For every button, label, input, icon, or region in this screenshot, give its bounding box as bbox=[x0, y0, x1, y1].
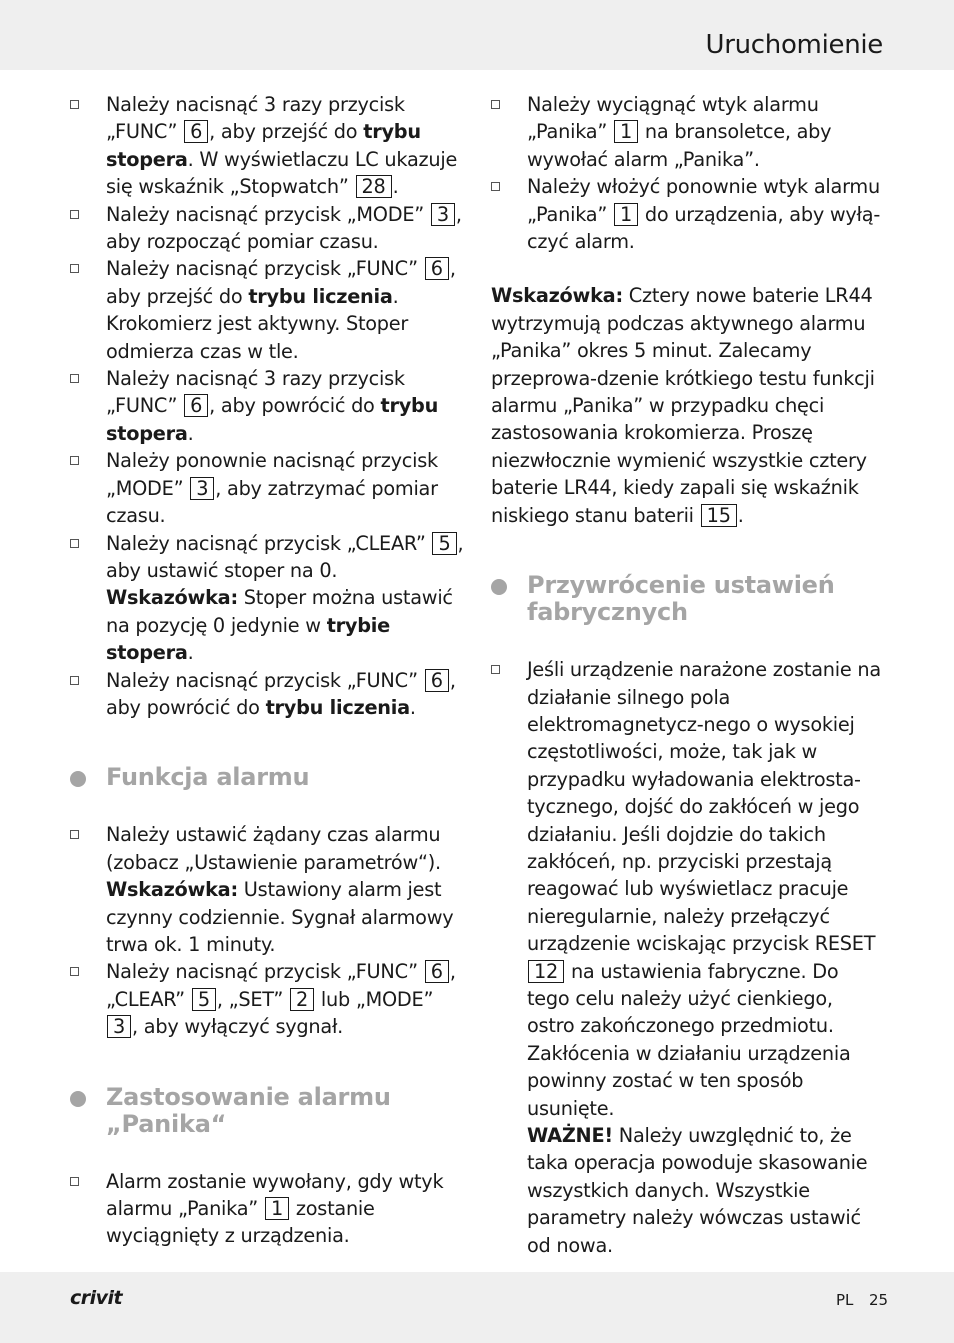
note-label: Wskazówka: bbox=[491, 284, 623, 308]
item-text: Należy nacisnąć przycisk „FUNC” bbox=[106, 257, 418, 281]
item-text: zostanie wyciągnięty z urządzenia. bbox=[106, 1197, 375, 1248]
item-text: Należy włożyć ponownie wtyk alarmu „Panika” bbox=[527, 175, 880, 226]
section-heading-panic bbox=[70, 1084, 465, 1138]
list-item bbox=[70, 530, 465, 667]
list-item bbox=[70, 447, 465, 529]
key-ref: 28 bbox=[356, 175, 392, 198]
warning-text: Należy uwzględnić to, że taka operacja powoduje skasowanie wszystkich danych. Wszystkie parametry należy wówczas ustawić od nowa. bbox=[527, 1124, 868, 1257]
item-text: . bbox=[187, 641, 194, 665]
item-text: Należy nacisnąć przycisk „MODE” bbox=[106, 202, 424, 226]
item-text: . bbox=[187, 421, 194, 445]
item-text: na bransoletce, aby wywołać alarm „Panika”. bbox=[527, 120, 832, 171]
item-text: Należy nacisnąć przycisk „FUNC” bbox=[106, 960, 418, 984]
bullet-icon bbox=[70, 456, 79, 465]
item-text: , aby powrócić do bbox=[209, 394, 375, 418]
bullet-dot-icon bbox=[70, 771, 86, 787]
heading-text: Zastosowanie alarmu bbox=[106, 1082, 391, 1111]
key-ref: 1 bbox=[614, 203, 638, 226]
brand-logo: crivit bbox=[70, 1287, 123, 1309]
bullet-dot-icon bbox=[70, 1091, 86, 1107]
bullet-icon bbox=[70, 967, 79, 976]
list-item bbox=[491, 656, 886, 1259]
item-text: , aby wyłączyć sygnał. bbox=[132, 1015, 344, 1039]
item-text: Należy ustawić żądany czas alarmu (zobacz „Ustawienie parametrów“). bbox=[106, 823, 441, 874]
list-item bbox=[70, 91, 465, 201]
item-text: do urządzenia, aby wyłą-czyć alarm. bbox=[527, 202, 881, 254]
key-ref: 1 bbox=[265, 1197, 289, 1220]
bullet-icon bbox=[491, 100, 500, 109]
item-text: , „SET” bbox=[216, 987, 284, 1011]
key-ref: 12 bbox=[528, 960, 564, 983]
bold-term: trybu stopera bbox=[106, 120, 421, 171]
key-ref: 15 bbox=[701, 504, 737, 527]
item-text: Należy nacisnąć 3 razy przycisk „FUNC” bbox=[106, 367, 405, 418]
item-text: . bbox=[392, 175, 399, 199]
item-text: , aby zatrzymać pomiar czasu. bbox=[106, 476, 438, 528]
bullet-icon bbox=[70, 830, 79, 839]
bullet-icon bbox=[70, 264, 79, 273]
heading-text: Przywrócenie ustawień bbox=[527, 571, 835, 600]
bold-term: trybie stopera bbox=[106, 613, 390, 665]
key-ref: 6 bbox=[184, 394, 208, 417]
item-text: . bbox=[737, 503, 744, 527]
key-ref: 6 bbox=[184, 120, 208, 143]
item-text: , aby rozpocząć pomiar czasu. bbox=[106, 202, 462, 254]
list-item bbox=[70, 1168, 465, 1250]
key-ref: 6 bbox=[425, 960, 449, 983]
list-item bbox=[70, 255, 465, 365]
heading-text: fabrycznych bbox=[527, 598, 688, 627]
item-text: Alarm zostanie wywołany, gdy wtyk alarmu „Panika” bbox=[106, 1169, 444, 1220]
bold-term: trybu stopera bbox=[106, 394, 439, 445]
item-text: , „CLEAR” bbox=[106, 960, 456, 1011]
section-heading-factory-reset bbox=[491, 572, 886, 626]
item-text: Należy nacisnąć przycisk „FUNC” bbox=[106, 668, 418, 692]
item-text: , aby przejść do bbox=[209, 120, 358, 144]
item-text: . Krokomierz jest aktywny. Stoper odmierza czas w tle. bbox=[106, 284, 409, 363]
item-text: Należy nacisnąć przycisk „CLEAR” bbox=[106, 531, 426, 555]
heading-text: „Panika“ bbox=[106, 1109, 227, 1138]
note-text: Cztery nowe baterie LR44 wytrzymują podczas aktywnego alarmu „Panika” okres 5 minut. Zalecamy przeprowa-dzenie krótkiego testu funkcji alarmu „Panika” w przypadku chęci zastosowania krokomierza. Proszę niezwłocznie wymienić wszystkie cztery baterie LR44, kiedy zapali się wskaźnik niskiego stanu baterii bbox=[491, 284, 875, 527]
bullet-icon bbox=[70, 374, 79, 383]
list-item bbox=[70, 958, 465, 1040]
left-column bbox=[70, 91, 465, 1250]
key-ref: 6 bbox=[425, 257, 449, 280]
battery-note bbox=[491, 282, 886, 529]
language-code: PL bbox=[836, 1291, 854, 1309]
item-text: Jeśli urządzenie narażone zostanie na działanie silnego pola elektromagnetycz-nego o wysokiej częstotliwości, może, tak jak w przypadku wyładowania elektrosta-tycznego, dojść do zakłóceń w jego działaniu. Jeśli dojdzie do takich zakłóceń, np. przyciski przestają reagować lub wyświetlacz pracuje nieregularnie, należy przełączyć urządzenie wciskając przycisk RESET bbox=[527, 658, 881, 956]
key-ref: 3 bbox=[107, 1015, 131, 1038]
item-text: Należy ponownie nacisnąć przycisk „MODE” bbox=[106, 449, 438, 500]
item-text: . W wyświetlaczu LC ukazuje się wskaźnik „Stopwatch” bbox=[106, 147, 458, 199]
bullet-dot-icon bbox=[491, 579, 507, 595]
bullet-icon bbox=[491, 182, 500, 191]
list-item bbox=[491, 173, 886, 255]
key-ref: 2 bbox=[290, 988, 314, 1011]
key-ref: 3 bbox=[190, 477, 214, 500]
key-ref: 3 bbox=[431, 203, 455, 226]
item-text: , aby ustawić stoper na 0. bbox=[106, 531, 464, 582]
page-title: Uruchomienie bbox=[705, 30, 883, 60]
item-text: na ustawienia fabryczne. Do tego celu należy użyć cienkiego, ostro zakończonego przedmiotu. Zakłócenia w działaniu urządzenia powinny zostać w ten sposób usunięte. bbox=[527, 959, 851, 1120]
page-number: 25 bbox=[869, 1291, 889, 1309]
footer-bar bbox=[0, 1272, 954, 1343]
key-ref: 6 bbox=[425, 669, 449, 692]
right-column bbox=[491, 91, 886, 1259]
note-label: Wskazówka: bbox=[106, 586, 238, 610]
item-text: lub „MODE” bbox=[320, 987, 434, 1011]
bold-term: trybu liczenia bbox=[265, 695, 410, 719]
list-item bbox=[70, 667, 465, 722]
list-item bbox=[70, 201, 465, 256]
item-text: . bbox=[409, 695, 416, 719]
list-item bbox=[70, 365, 465, 447]
warning-label: WAŻNE! bbox=[527, 1124, 613, 1147]
key-ref: 1 bbox=[614, 120, 638, 143]
list-item bbox=[491, 91, 886, 173]
note-label: Wskazówka: bbox=[106, 878, 238, 902]
item-text: Należy wyciągnąć wtyk alarmu „Panika” bbox=[527, 93, 819, 144]
bold-term: trybu liczenia bbox=[248, 284, 393, 308]
bullet-icon bbox=[491, 665, 500, 674]
bullet-icon bbox=[70, 100, 79, 109]
section-heading-alarm bbox=[70, 764, 465, 791]
bullet-icon bbox=[70, 1177, 79, 1186]
key-ref: 5 bbox=[192, 988, 216, 1011]
heading-text: Funkcja alarmu bbox=[106, 763, 310, 792]
list-item bbox=[70, 821, 465, 958]
item-text: Należy nacisnąć 3 razy przycisk „FUNC” bbox=[106, 93, 405, 144]
item-text: , aby powrócić do bbox=[106, 668, 456, 719]
item-text: , aby przejść do bbox=[106, 257, 456, 308]
bullet-icon bbox=[70, 210, 79, 219]
bullet-icon bbox=[70, 676, 79, 685]
note-text: Ustawiony alarm jest czynny codziennie. Sygnał alarmowy trwa ok. 1 minuty. bbox=[106, 878, 454, 956]
key-ref: 5 bbox=[432, 532, 456, 555]
bullet-icon bbox=[70, 539, 79, 548]
note-text: Stoper można ustawić na pozycję 0 jedynie w bbox=[106, 586, 453, 637]
